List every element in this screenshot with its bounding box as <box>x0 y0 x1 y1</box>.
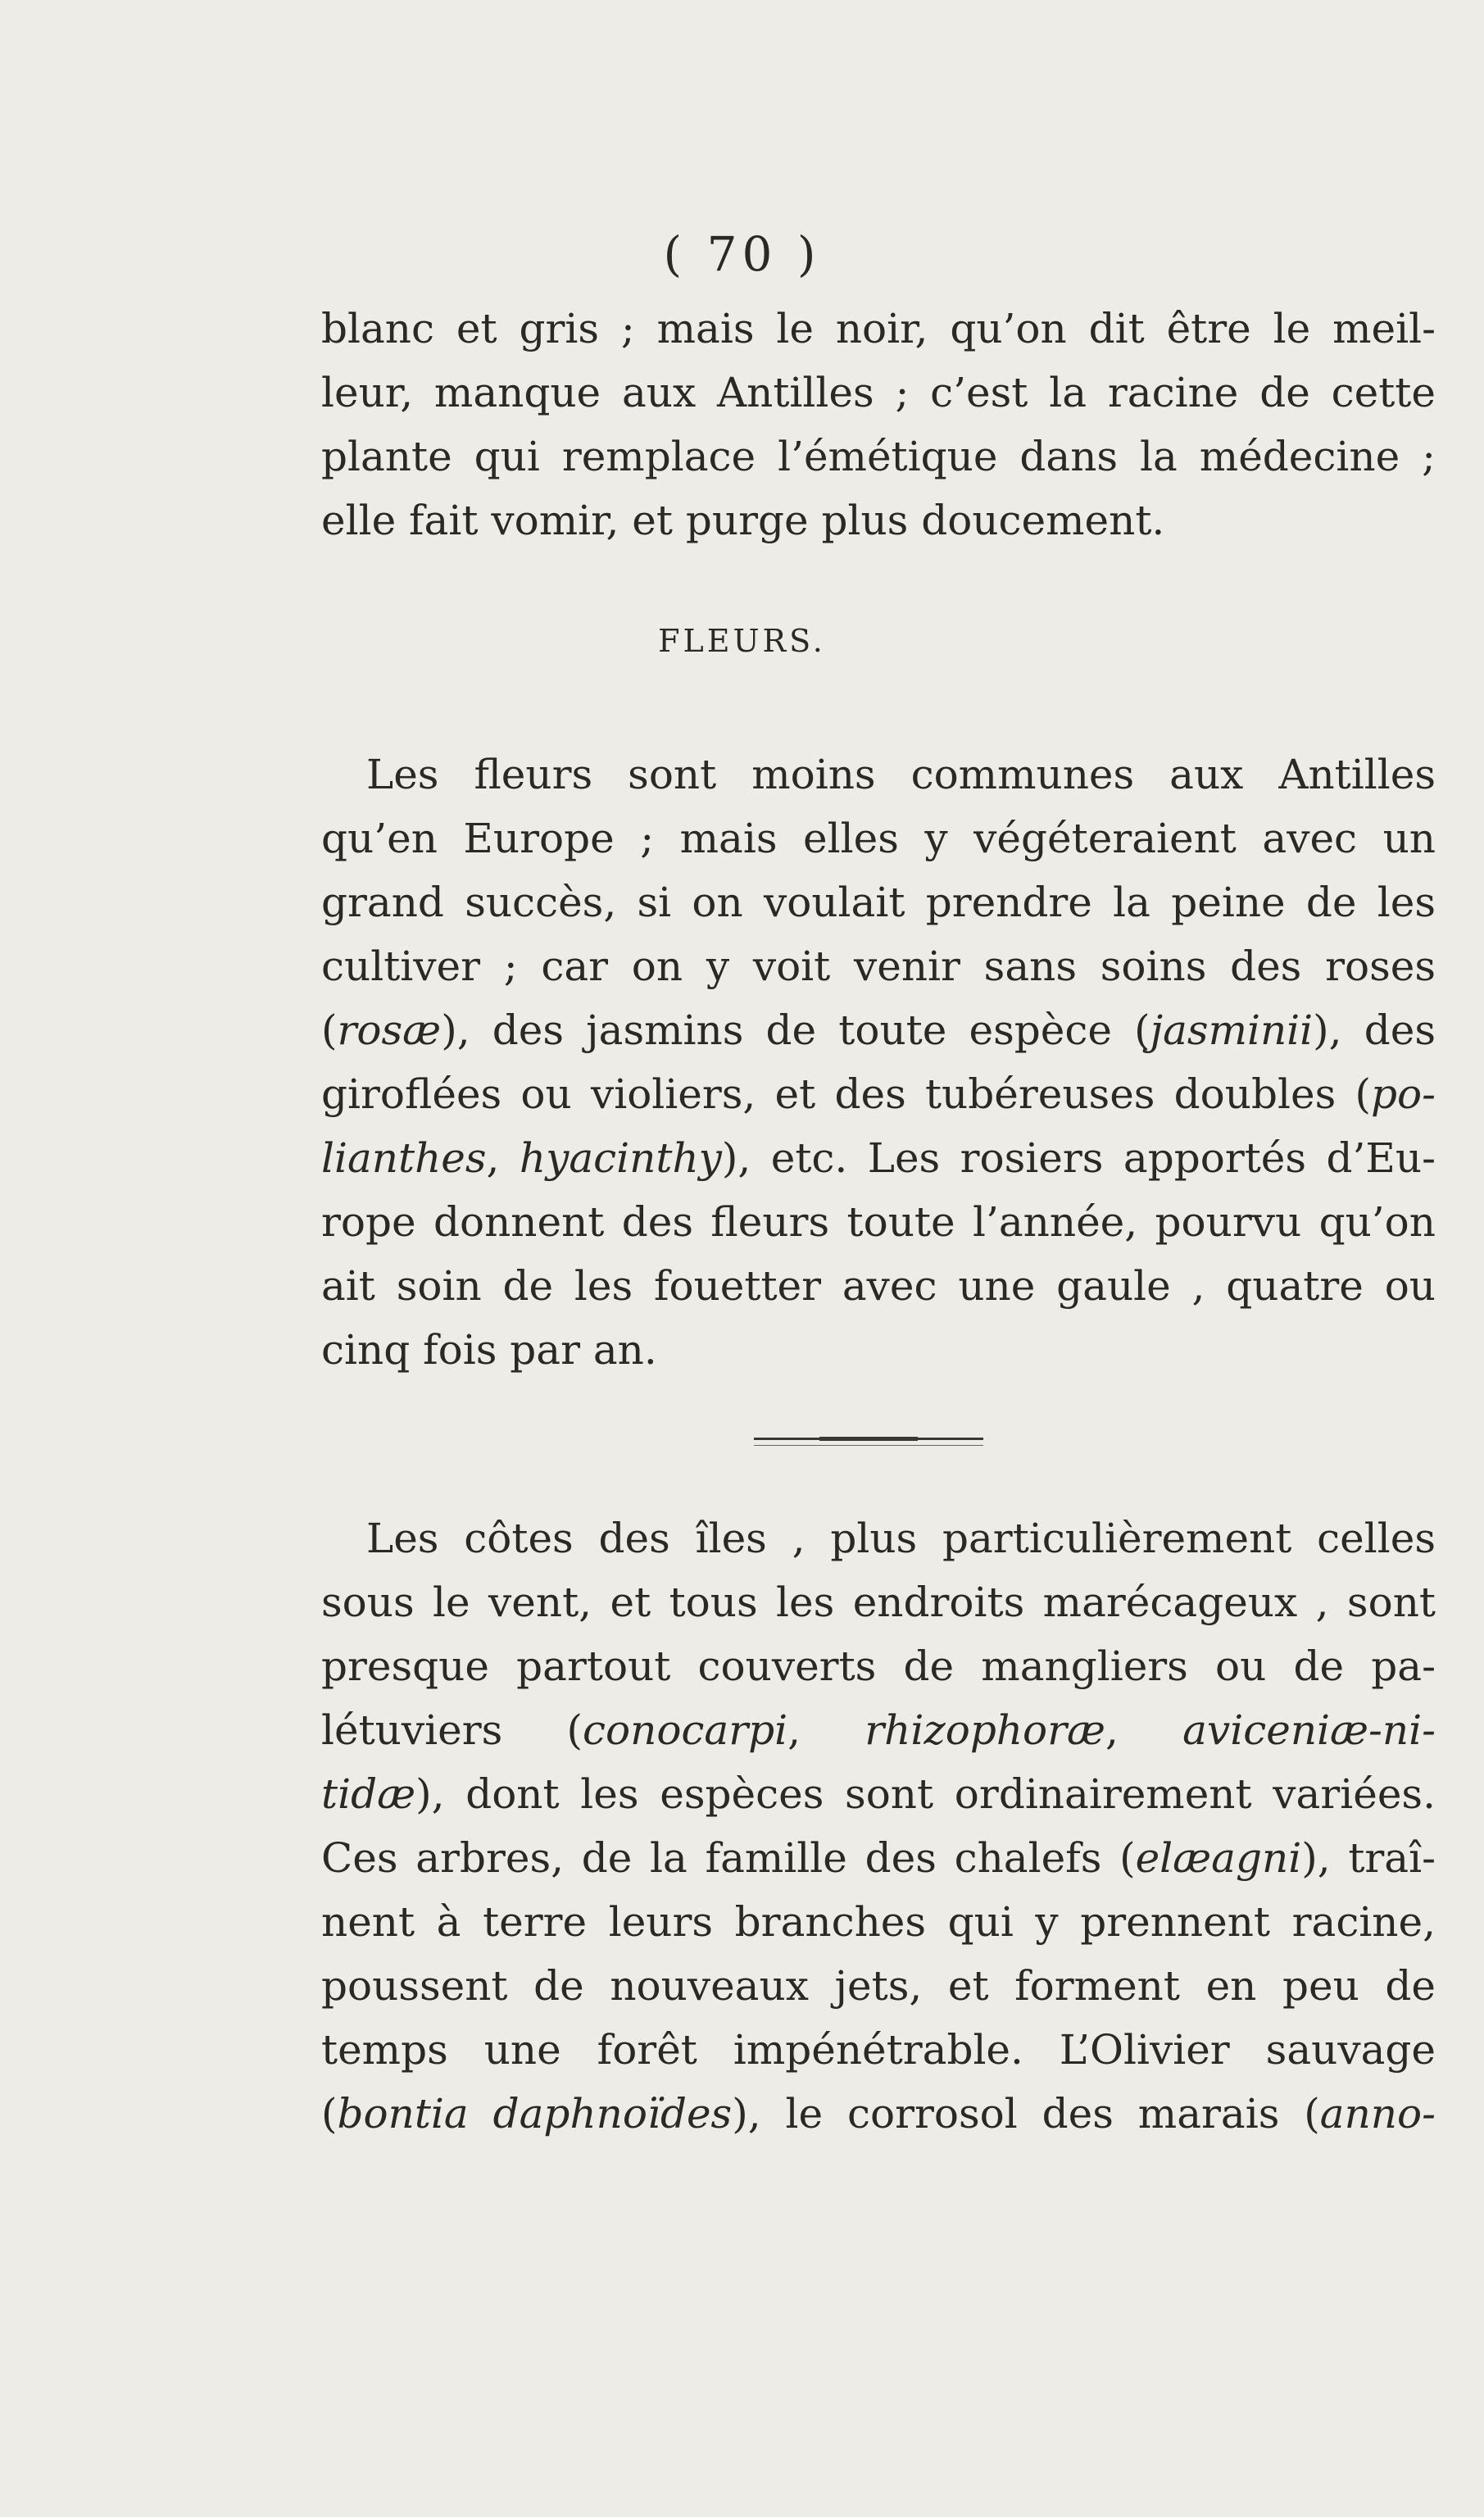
text-line: sous le vent, et tous les endroits marécageux , sont <box>321 1579 1436 1626</box>
latin-name: po- <box>1370 1070 1436 1118</box>
text-line: plante qui remplace l’émétique dans la médecine ; <box>321 433 1436 480</box>
latin-name: lianthes <box>321 1134 487 1182</box>
latin-name: aviceniæ-ni- <box>1182 1706 1436 1754</box>
text-line: blanc et gris ; mais le noir, qu’on dit être le meil- <box>321 305 1436 352</box>
text-line <box>321 1062 1436 1126</box>
text-line: grand succès, si on voulait prendre la peine de les <box>321 879 1436 926</box>
text-run: ), le corrosol des marais ( <box>732 2090 1320 2138</box>
text-line: presque partout couverts de mangliers ou de pa- <box>321 1642 1436 1690</box>
text-line: leur, manque aux Antilles ; c’est la racine de cette <box>321 369 1436 416</box>
text-line <box>321 1126 1436 1190</box>
latin-name: tidæ <box>321 1770 416 1818</box>
text-line: elle fait vomir, et purge plus doucement. <box>321 497 1165 544</box>
text-line <box>321 1762 1436 1826</box>
paragraph-mangliers <box>321 1506 1436 2146</box>
latin-name: bontia daphnoïdes <box>337 2090 733 2138</box>
text-run: , <box>787 1706 865 1754</box>
text-run: giroflées ou violiers, et des tubéreuses doubles ( <box>321 1070 1371 1118</box>
text-run: ), des jasmins de toute espèce ( <box>441 1006 1150 1054</box>
text-line <box>321 1698 1436 1762</box>
text-run: ), traî- <box>1301 1834 1436 1882</box>
page-number: ( 70 ) <box>663 226 821 282</box>
text-line <box>321 2082 1436 2146</box>
text-run: ), des <box>1313 1006 1436 1054</box>
text-line: qu’en Europe ; mais elles y végéteraient avec un <box>321 815 1436 862</box>
paragraph-continued <box>321 297 1436 552</box>
latin-name: rhizophoræ <box>865 1706 1106 1754</box>
text-run: , <box>486 1134 520 1182</box>
text-line: ait soin de les fouetter avec une gaule , quatre ou <box>321 1262 1436 1310</box>
text-run: létuviers ( <box>321 1706 583 1754</box>
section-divider-ornament <box>819 1437 918 1441</box>
latin-name: anno- <box>1319 2090 1436 2138</box>
text-run: ), dont les espèces sont ordinairement variées. <box>415 1770 1436 1818</box>
section-heading-fleurs: FLEURS. <box>658 623 826 659</box>
text-line <box>321 1826 1436 1890</box>
text-run: ( <box>321 2090 338 2138</box>
text-run: , <box>1105 1706 1183 1754</box>
text-line <box>321 998 1436 1062</box>
text-line: cinq fois par an. <box>321 1326 657 1374</box>
text-run: ( <box>321 1006 338 1054</box>
latin-name: rosæ <box>337 1006 442 1054</box>
latin-name: jasminii <box>1150 1006 1314 1054</box>
text-line: Les côtes des îles , plus particulièrement celles <box>366 1515 1436 1562</box>
text-line: nent à terre leurs branches qui y prennent racine, <box>321 1898 1436 1946</box>
latin-name: elæagni <box>1135 1834 1302 1882</box>
latin-name: hyacinthy <box>519 1134 722 1182</box>
latin-name: conocarpi <box>583 1706 788 1754</box>
text-line: poussent de nouveaux jets, et forment en peu de <box>321 1962 1436 2010</box>
paragraph-fleurs <box>321 743 1436 1382</box>
text-line: Les fleurs sont moins communes aux Antilles <box>366 751 1436 798</box>
text-run: ), etc. Les rosiers apportés d’Eu- <box>721 1134 1436 1182</box>
text-line: rope donnent des fleurs toute l’année, pourvu qu’on <box>321 1198 1436 1246</box>
text-run: Ces arbres, de la famille des chalefs ( <box>321 1834 1136 1882</box>
text-line: temps une forêt impénétrable. L’Olivier sauvage <box>321 2026 1436 2074</box>
text-line: cultiver ; car on y voit venir sans soins des roses <box>321 943 1436 990</box>
